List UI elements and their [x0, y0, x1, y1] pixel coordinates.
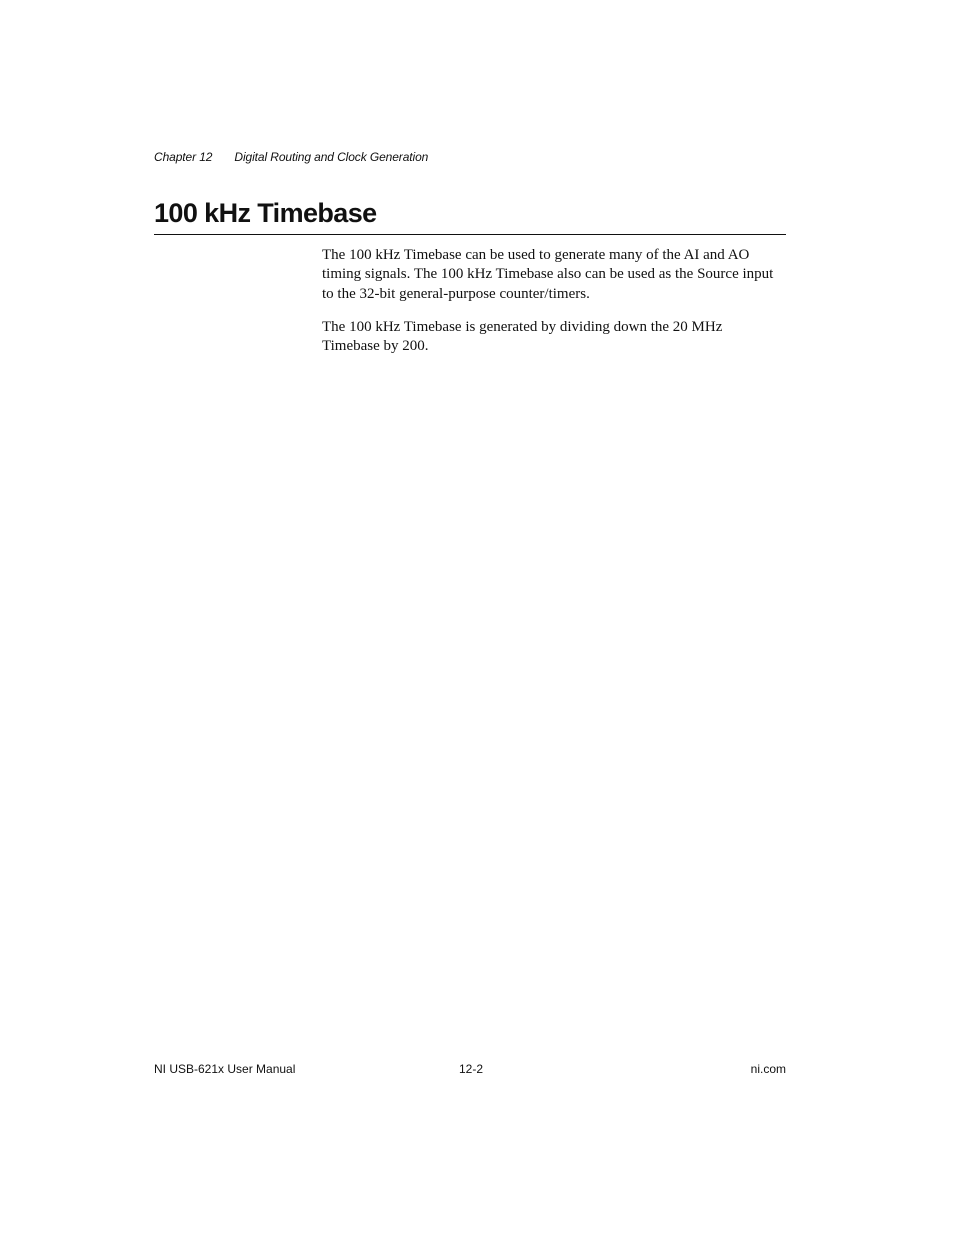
paragraph-line: timing signals. The 100 kHz Timebase also can be used as the Source input: [322, 266, 774, 283]
title-divider: [154, 234, 786, 235]
footer-page-number: 12-2: [459, 1062, 484, 1076]
running-header: [154, 150, 428, 164]
footer-website: ni.com: [750, 1062, 786, 1076]
paragraph-1: [322, 246, 790, 304]
section-title: 100 kHz Timebase: [154, 198, 377, 228]
paragraph-2: [322, 318, 790, 357]
paragraph-line: The 100 kHz Timebase is generated by dividing down the 20 MHz: [322, 318, 723, 335]
section-body: [322, 246, 790, 370]
chapter-label: Chapter 12: [154, 150, 213, 164]
paragraph-line: The 100 kHz Timebase can be used to generate many of the AI and AO: [322, 247, 750, 263]
footer-manual-title: NI USB-621x User Manual: [154, 1062, 296, 1076]
chapter-title: Digital Routing and Clock Generation: [234, 150, 429, 164]
paragraph-line: Timebase by 200.: [322, 338, 429, 355]
paragraph-line: to the 32-bit general-purpose counter/timers.: [322, 285, 590, 302]
